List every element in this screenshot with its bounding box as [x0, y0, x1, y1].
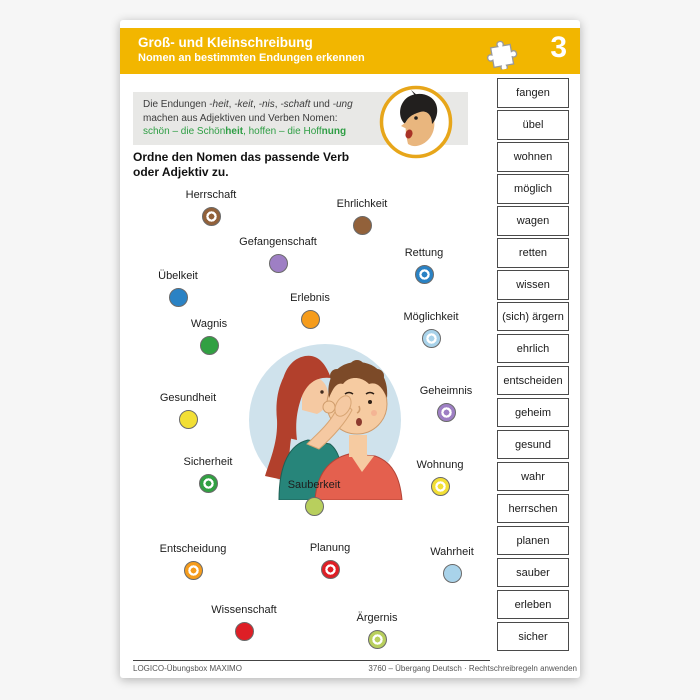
answer-cell[interactable]: gesund — [497, 430, 569, 460]
task-line-1: Ordne den Nomen das passende Verb — [133, 150, 350, 164]
word-dot-ring[interactable] — [368, 630, 387, 649]
word-label: Wissenschaft — [211, 604, 277, 616]
word-dot-ring[interactable] — [184, 561, 203, 580]
text-segment: , hoffen – die Hoff — [243, 126, 322, 137]
word-dot-ring[interactable] — [437, 403, 456, 422]
word-label: Sauberkeit — [287, 479, 341, 491]
word-label: Gesundheit — [159, 392, 217, 404]
text-segment: und — [310, 99, 333, 110]
text-segment: , — [274, 99, 281, 110]
text-segment: , — [228, 99, 235, 110]
answer-cell[interactable]: (sich) ärgern — [497, 302, 569, 332]
word-dot-solid[interactable] — [353, 216, 372, 235]
word-label: Geheimnis — [419, 385, 473, 397]
answer-cell[interactable]: wissen — [497, 270, 569, 300]
answer-cell[interactable]: herrschen — [497, 494, 569, 524]
word-dot-solid[interactable] — [443, 564, 462, 583]
word-dot-solid[interactable] — [179, 410, 198, 429]
word-dot-solid[interactable] — [200, 336, 219, 355]
word-dot-solid[interactable] — [301, 310, 320, 329]
text-segment: -nis — [258, 99, 275, 110]
footer-divider — [133, 660, 490, 661]
word-label: Gefangenschaft — [239, 236, 317, 248]
word-dot-solid[interactable] — [235, 622, 254, 641]
text-segment: Die Endungen — [143, 99, 210, 110]
answer-cell[interactable]: wohnen — [497, 142, 569, 172]
answer-cell[interactable]: planen — [497, 526, 569, 556]
word-dot-ring[interactable] — [422, 329, 441, 348]
text-segment: -schaft — [280, 99, 311, 110]
worksheet-card — [120, 20, 580, 678]
answer-cell[interactable]: ehrlich — [497, 334, 569, 364]
word-label: Rettung — [404, 247, 444, 259]
word-dot-ring[interactable] — [202, 207, 221, 226]
word-label: Wohnung — [416, 459, 464, 471]
text-segment: , — [253, 99, 259, 110]
text-segment: -keit — [234, 99, 254, 110]
word-dot-ring[interactable] — [199, 474, 218, 493]
word-label: Herrschaft — [185, 189, 237, 201]
answer-cell[interactable]: sauber — [497, 558, 569, 588]
text-segment: -heit — [209, 99, 229, 110]
whispering-children-illustration — [245, 340, 405, 500]
word-label: Entscheidung — [159, 543, 227, 555]
answer-cell[interactable]: sicher — [497, 622, 569, 652]
answer-cell[interactable]: retten — [497, 238, 569, 268]
word-dot-solid[interactable] — [269, 254, 288, 273]
page-title: Groß- und Kleinschreibung — [138, 35, 313, 50]
word-label: Wahrheit — [430, 546, 474, 558]
word-label: Ärgernis — [356, 612, 398, 624]
answer-cell[interactable]: fangen — [497, 78, 569, 108]
word-label: Wagnis — [190, 318, 228, 330]
word-dot-solid[interactable] — [305, 497, 324, 516]
rule-line-2: machen aus Adjektiven und Verben Nomen: — [143, 112, 338, 124]
footer-right: 3760 – Übergang Deutsch · Rechtschreibregeln anwenden — [368, 664, 577, 673]
word-dot-solid[interactable] — [169, 288, 188, 307]
answer-column — [497, 78, 569, 654]
word-label: Planung — [309, 542, 351, 554]
answer-cell[interactable]: erleben — [497, 590, 569, 620]
text-segment: nung — [321, 126, 347, 137]
footer — [133, 664, 577, 673]
page-subtitle: Nomen an bestimmten Endungen erkennen — [138, 52, 365, 64]
word-label: Erlebnis — [290, 292, 330, 304]
text-segment: -ung — [332, 99, 353, 110]
answer-cell[interactable]: geheim — [497, 398, 569, 428]
answer-cell[interactable]: entscheiden — [497, 366, 569, 396]
text-segment: schön – die Schön — [143, 126, 226, 137]
word-label: Möglichkeit — [403, 311, 459, 323]
word-label: Ehrlichkeit — [336, 198, 388, 210]
card-number: 3 — [550, 31, 567, 64]
word-dot-ring[interactable] — [321, 560, 340, 579]
answer-cell[interactable]: wagen — [497, 206, 569, 236]
answer-cell[interactable]: übel — [497, 110, 569, 140]
answer-cell[interactable]: möglich — [497, 174, 569, 204]
footer-left: LOGICO-Übungsbox MAXIMO — [133, 664, 242, 673]
word-dot-ring[interactable] — [431, 477, 450, 496]
word-dot-ring[interactable] — [415, 265, 434, 284]
word-label: Sicherheit — [183, 456, 233, 468]
task-line-2: oder Adjektiv zu. — [133, 165, 229, 179]
word-label: Übelkeit — [158, 270, 198, 282]
text-segment: heit — [225, 126, 244, 137]
answer-cell[interactable]: wahr — [497, 462, 569, 492]
